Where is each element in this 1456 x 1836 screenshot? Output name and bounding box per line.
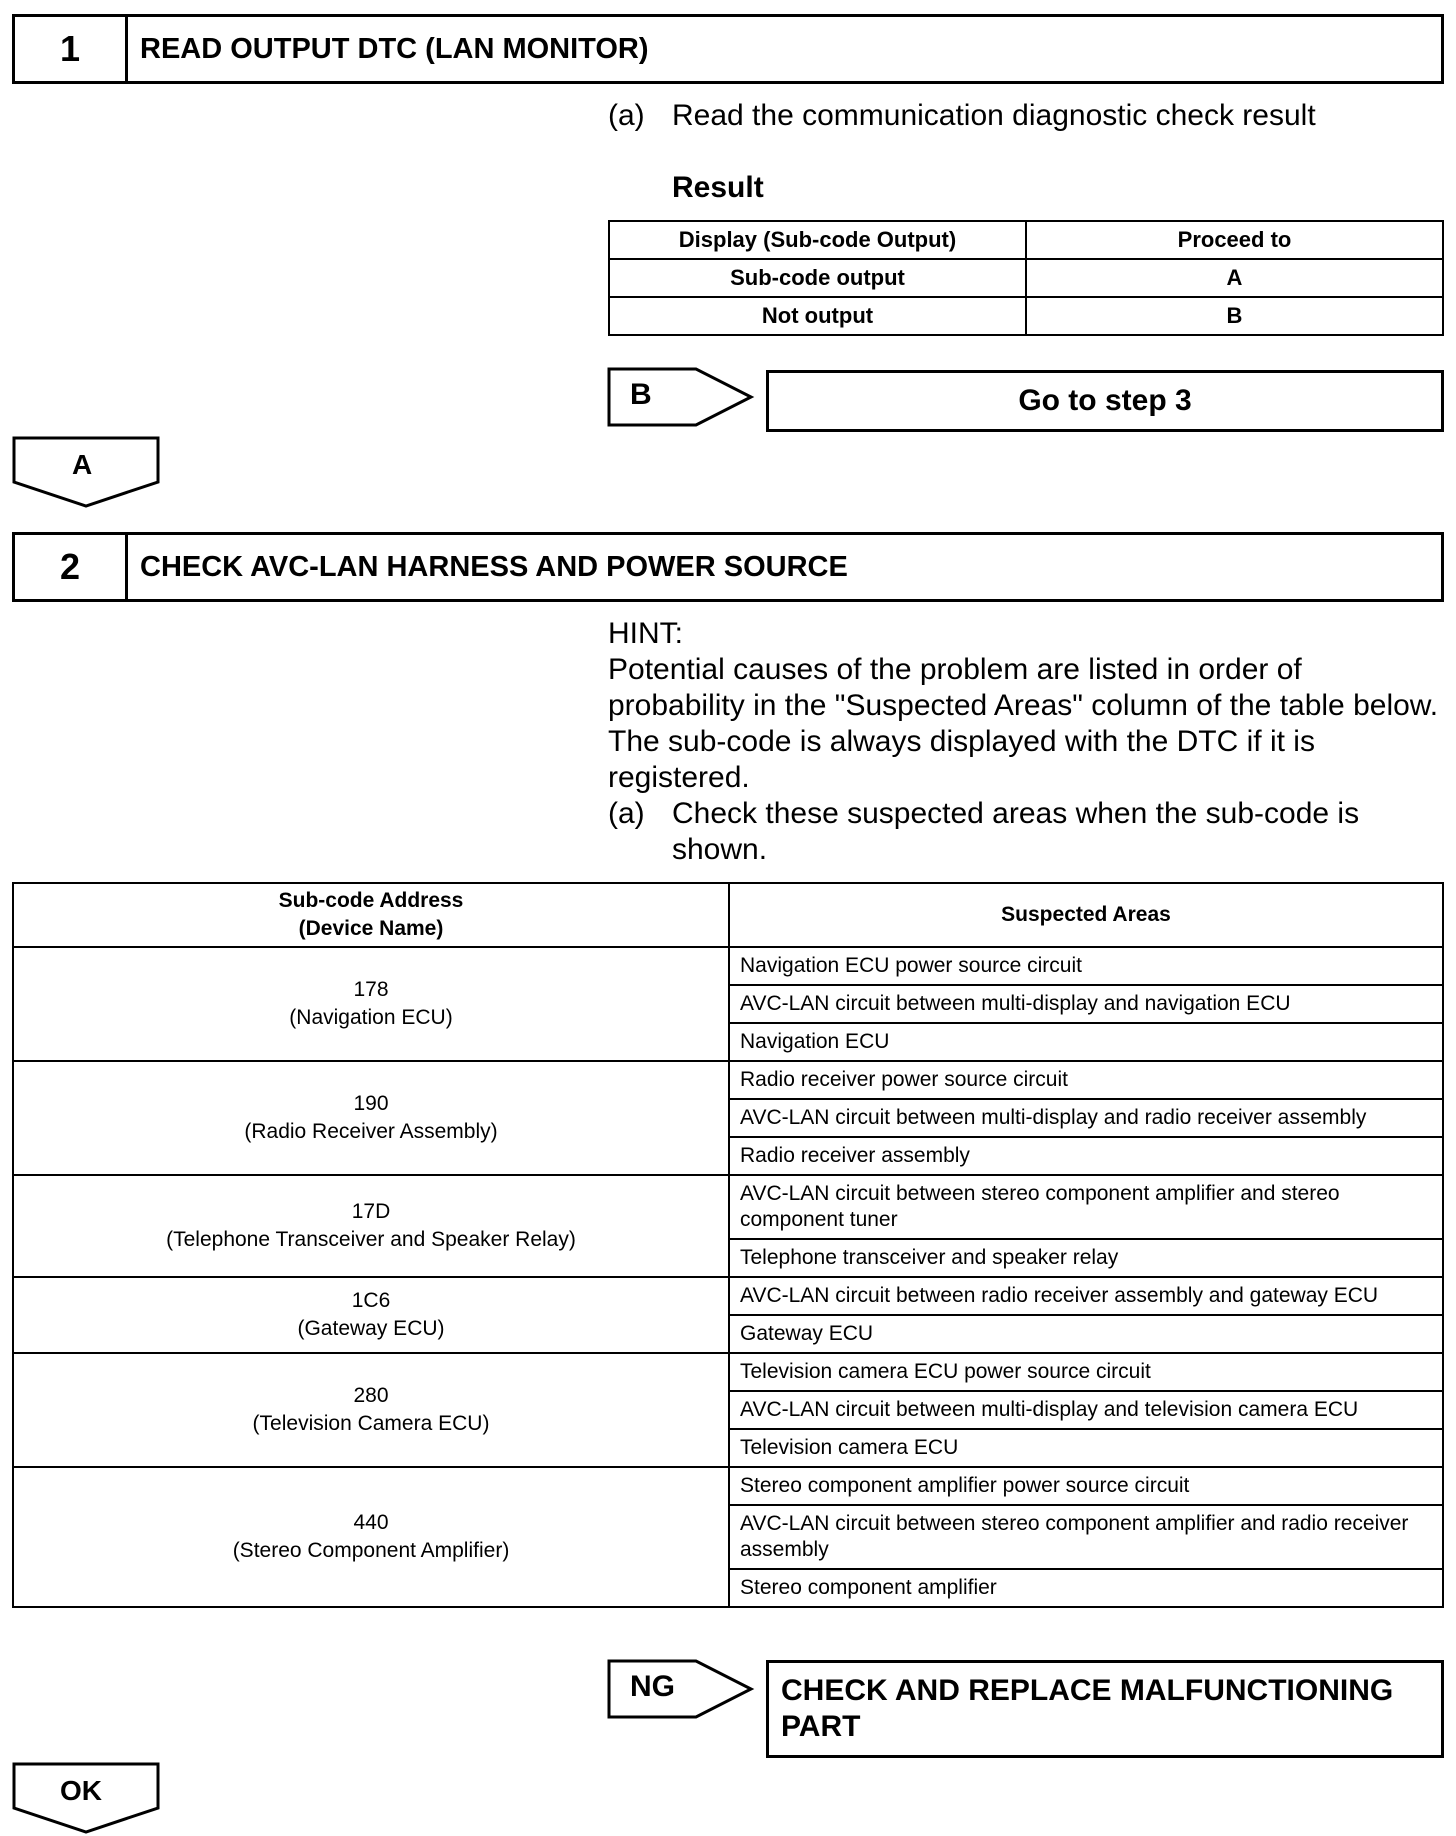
suspected-area: AVC-LAN circuit between multi-display and television camera ECU bbox=[729, 1391, 1443, 1429]
table-row bbox=[13, 1175, 1443, 1239]
device-name: (Gateway ECU) bbox=[297, 1317, 445, 1340]
device-cell bbox=[13, 1277, 729, 1353]
device-code: 190 bbox=[353, 1092, 389, 1115]
header-address-line2: (Device Name) bbox=[298, 917, 444, 940]
go-to-step-3-button[interactable] bbox=[766, 370, 1444, 432]
table-row bbox=[609, 259, 1443, 297]
suspected-area: Television camera ECU power source circuit bbox=[729, 1353, 1443, 1391]
branch-b-arrow-icon bbox=[606, 366, 756, 428]
table-row bbox=[13, 1353, 1443, 1391]
result-heading: Result bbox=[672, 171, 764, 204]
suspected-area: AVC-LAN circuit between multi-display and radio receiver assembly bbox=[729, 1099, 1443, 1137]
device-name: (Radio Receiver Assembly) bbox=[244, 1120, 498, 1143]
device-code: 1C6 bbox=[351, 1289, 391, 1312]
device-cell bbox=[13, 1353, 729, 1467]
table-header: Proceed to bbox=[1026, 221, 1443, 259]
continue-ok-label: OK bbox=[60, 1775, 102, 1806]
step-1-title: READ OUTPUT DTC (LAN MONITOR) bbox=[140, 32, 649, 65]
step-2-title: CHECK AVC-LAN HARNESS AND POWER SOURCE bbox=[140, 550, 848, 583]
continue-a-label: A bbox=[72, 449, 93, 480]
suspected-area: Radio receiver assembly bbox=[729, 1137, 1443, 1175]
device-code: 280 bbox=[353, 1384, 389, 1407]
suspected-area: AVC-LAN circuit between stereo component amplifier and radio receiver assembly bbox=[729, 1505, 1443, 1569]
device-cell bbox=[13, 947, 729, 1061]
suspected-area: Stereo component amplifier power source circuit bbox=[729, 1467, 1443, 1505]
branch-ng-label: NG bbox=[630, 1670, 675, 1703]
table-cell: A bbox=[1026, 259, 1443, 297]
table-row bbox=[13, 1061, 1443, 1099]
step-2-instruction: Check these suspected areas when the sub-code is shown. bbox=[672, 797, 1360, 866]
suspected-area: AVC-LAN circuit between stereo component amplifier and stereo component tuner bbox=[729, 1175, 1443, 1239]
header-areas: Suspected Areas bbox=[729, 883, 1443, 947]
step-2-instruction-marker: (a) bbox=[608, 797, 645, 830]
step-1-header bbox=[12, 14, 1444, 84]
table-row bbox=[13, 947, 1443, 985]
device-cell bbox=[13, 1467, 729, 1607]
suspected-area: Radio receiver power source circuit bbox=[729, 1061, 1443, 1099]
suspected-areas-table bbox=[12, 882, 1444, 1608]
device-name: (Television Camera ECU) bbox=[252, 1412, 490, 1435]
go-to-step-3-label: Go to step 3 bbox=[1018, 384, 1192, 417]
branch-ng-arrow-icon bbox=[606, 1658, 756, 1720]
device-code: 17D bbox=[351, 1200, 391, 1223]
table-row bbox=[609, 297, 1443, 335]
check-replace-part-label: CHECK AND REPLACE MALFUNCTIONING PART bbox=[781, 1674, 1394, 1743]
header-address bbox=[13, 883, 729, 947]
branch-b-label: B bbox=[630, 378, 652, 411]
device-code: 440 bbox=[353, 1511, 389, 1534]
table-cell: Not output bbox=[609, 297, 1026, 335]
suspected-area: Navigation ECU bbox=[729, 1023, 1443, 1061]
suspected-area: Television camera ECU bbox=[729, 1429, 1443, 1467]
device-name: (Stereo Component Amplifier) bbox=[232, 1539, 510, 1562]
table-cell: B bbox=[1026, 297, 1443, 335]
suspected-area: AVC-LAN circuit between radio receiver assembly and gateway ECU bbox=[729, 1277, 1443, 1315]
table-cell: Sub-code output bbox=[609, 259, 1026, 297]
step-2-header bbox=[12, 532, 1444, 602]
device-cell bbox=[13, 1175, 729, 1277]
suspected-area: Stereo component amplifier bbox=[729, 1569, 1443, 1607]
suspected-area: Gateway ECU bbox=[729, 1315, 1443, 1353]
table-header-row bbox=[609, 221, 1443, 259]
table-header: Display (Sub-code Output) bbox=[609, 221, 1026, 259]
suspected-area: AVC-LAN circuit between multi-display and navigation ECU bbox=[729, 985, 1443, 1023]
table-row bbox=[13, 1277, 1443, 1315]
result-table bbox=[608, 220, 1444, 336]
device-code: 178 bbox=[353, 978, 389, 1001]
step-1-instruction-marker: (a) bbox=[608, 99, 645, 132]
step-1-instruction: Read the communication diagnostic check result bbox=[672, 99, 1316, 132]
table-row bbox=[13, 1467, 1443, 1505]
header-address-line1: Sub-code Address bbox=[278, 889, 464, 912]
device-name: (Telephone Transceiver and Speaker Relay) bbox=[166, 1228, 576, 1251]
hint-text: Potential causes of the problem are listed in order of probability in the "Suspected Areas" column of the table below. The sub-code is always displayed with the DTC if it is registered. bbox=[608, 653, 1439, 794]
step-2-number: 2 bbox=[15, 535, 128, 599]
suspected-area: Telephone transceiver and speaker relay bbox=[729, 1239, 1443, 1277]
hint-label: HINT: bbox=[608, 617, 683, 650]
device-cell bbox=[13, 1061, 729, 1175]
check-replace-part-button[interactable] bbox=[766, 1660, 1444, 1758]
suspected-area: Navigation ECU power source circuit bbox=[729, 947, 1443, 985]
table-header-row bbox=[13, 883, 1443, 947]
device-name: (Navigation ECU) bbox=[289, 1006, 453, 1029]
step-1-number: 1 bbox=[15, 17, 128, 81]
